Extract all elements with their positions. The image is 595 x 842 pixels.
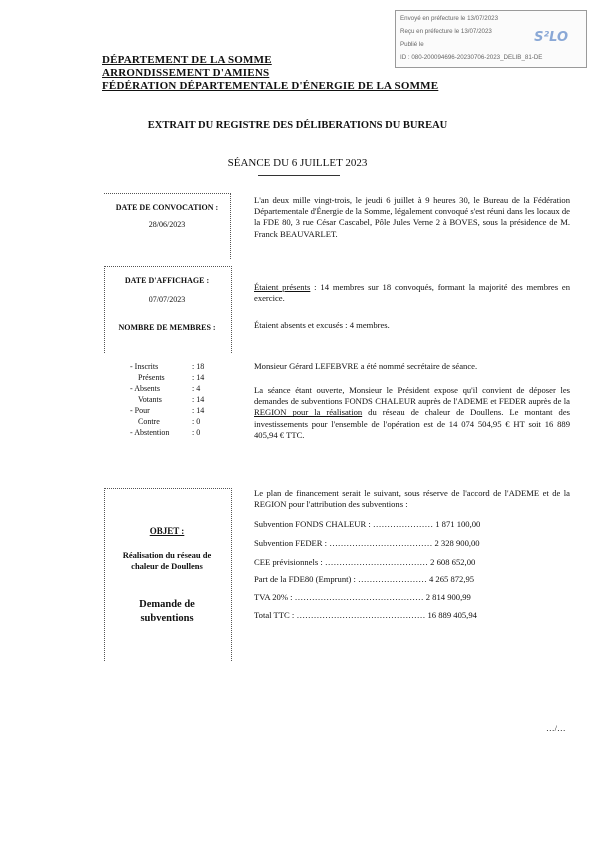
continued-marker: …/… <box>546 723 566 733</box>
financing-amount: 4 265 872,95 <box>428 574 475 584</box>
financing-amount: 2 814 900,99 <box>425 592 471 602</box>
s2lo-logo: S²LO <box>534 30 568 45</box>
stamp-received: Reçu en préfecture le 13/07/2023 <box>400 28 492 35</box>
membres-label: NOMBRE DE MEMBRES : <box>118 323 216 332</box>
affichage-label: DATE D'AFFICHAGE : <box>124 276 210 285</box>
header-arrondissement: ARRONDISSEMENT D'AMIENS <box>102 67 270 79</box>
financing-row <box>254 610 570 620</box>
financing-label: CEE prévisionnels : ……………………………… <box>254 557 431 567</box>
seance-paragraph <box>254 385 570 441</box>
presents-text: : 14 membres sur 18 convoqués, formant la majorité des membres en exercice. <box>254 282 570 304</box>
financing-amount: 1 871 100,00 <box>435 519 481 529</box>
plan-paragraph: Le plan de financement serait le suivant, sous réserve de l'accord de l'ADEME et de la REGION pour l'attribution des subventions : <box>254 488 570 510</box>
document-title: EXTRAIT DU REGISTRE DES DÉLIBERATIONS DU BUREAU <box>147 120 448 131</box>
financing-row <box>254 592 570 602</box>
transmission-stamp <box>395 10 587 68</box>
objet-label: OBJET : <box>149 526 185 536</box>
financing-row <box>254 519 570 529</box>
financing-amount: 2 328 900,00 <box>434 538 480 548</box>
stamp-id: ID : 080-200094696-20230706-2023_DELIB_81-DE <box>400 54 543 61</box>
objet-box <box>104 488 232 661</box>
presents-paragraph <box>254 282 570 304</box>
financing-label: Subvention FEDER : ……………………………… <box>254 538 435 548</box>
presents-label: Étaient présents <box>254 282 311 292</box>
seance-region: REGION pour la réalisation <box>254 407 363 418</box>
header-department: DÉPARTEMENT DE LA SOMME <box>102 54 272 66</box>
financing-row <box>254 574 570 584</box>
affichage-date: 07/07/2023 <box>148 295 186 304</box>
financing-row <box>254 557 570 567</box>
objet-title: Réalisation du réseau de chaleur de Doullens <box>122 550 212 572</box>
stamp-sent: Envoyé en préfecture le 13/07/2023 <box>400 15 499 22</box>
financing-label: Subvention FONDS CHALEUR : ………………… <box>254 519 436 529</box>
seance-text-end: du réseau de chaleur de Doullens. Le montant des investissements pour l'ensemble de l'opération est de 14 074 504,95 € HT soit 16 889 405,94 € TTC. <box>254 407 571 440</box>
intro-paragraph: L'an deux mille vingt-trois, le jeudi 6 juillet à 9 heures 30, le Bureau de la Fédération Départementale d'Énergie de la Somme, légalement convoqué s'est réuni dans les locaux de la FDE 80, 3 rue César Cascabel, Pôle Jules Verne 2 à BOVES, sous la présidence de M. Franck BEAUVARLET. <box>254 195 570 239</box>
financing-amount: 16 889 405,94 <box>427 610 477 620</box>
financing-amount: 2 608 652,00 <box>430 557 476 567</box>
secretaire-paragraph: Monsieur Gérard LEFEBVRE a été nommé secrétaire de séance. <box>254 361 478 371</box>
financing-label: Part de la FDE80 (Emprunt) : …………………… <box>254 574 429 584</box>
seance-date: SÉANCE DU 6 JUILLET 2023 <box>227 157 368 169</box>
convocation-date: 28/06/2023 <box>148 220 186 229</box>
seance-text-start: La séance étant ouverte, Monsieur le Président expose qu'il convient de déposer les demandes de subventions FONDS CHALEUR auprès de l'ADEME et FEDER auprès de la <box>254 385 570 407</box>
vote-counts: - Inscrits : 18 Présents : 14 - Absents : 4 Votants : 14 - Pour : 14 Contre : 0 - Abstention : 0 <box>130 362 205 437</box>
absents-paragraph: Étaient absents et excusés : 4 membres. <box>254 320 390 330</box>
convocation-label: DATE DE CONVOCATION : <box>115 203 219 212</box>
financing-row <box>254 538 570 548</box>
financing-label: TVA 20% : ……………………………………… <box>254 592 426 602</box>
objet-subject: Demande de subventions <box>139 599 195 624</box>
financing-label: Total TTC : ……………………………………… <box>254 610 428 620</box>
stamp-published: Publié le <box>400 41 424 48</box>
title-rule <box>258 175 340 176</box>
header-federation: FÉDÉRATION DÉPARTEMENTALE D'ÉNERGIE DE LA SOMME <box>102 80 439 92</box>
